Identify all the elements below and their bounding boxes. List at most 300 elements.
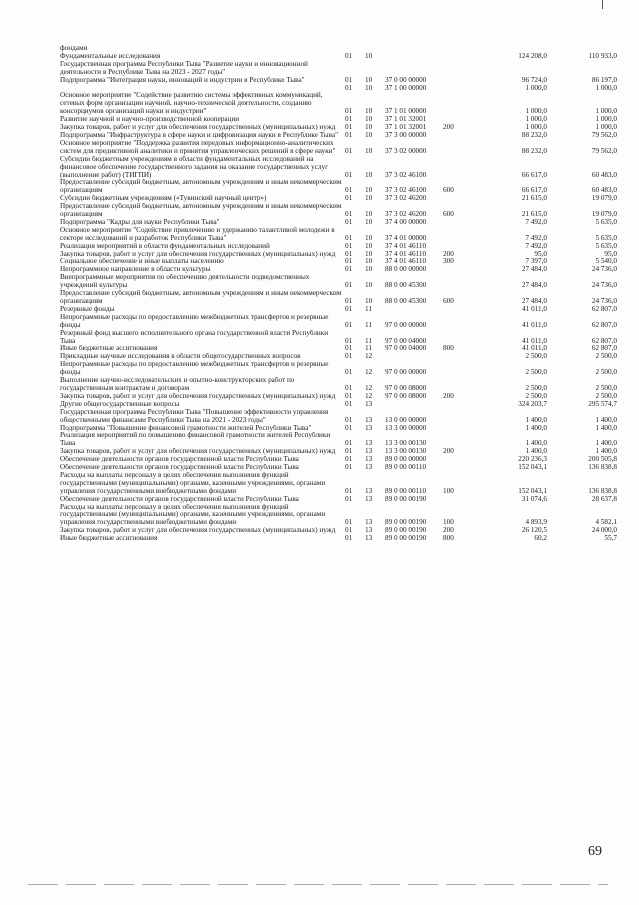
- table-row: [60, 219, 617, 227]
- amount-year-1: [476, 45, 547, 53]
- item-name: Государственная программа Республики Тыва "Повышение эффективности управления общественными финансами Республики Тыва на 2021 - 2023 годы": [60, 408, 329, 424]
- section-code: 01: [345, 305, 353, 313]
- section-code: 01: [345, 76, 353, 84]
- amount-year-2: 5 635,0: [595, 233, 617, 242]
- subsection-code: 10: [365, 116, 373, 124]
- target-article-code: 37 3 02 00000: [385, 146, 427, 155]
- amount-year-2: 1 000,0: [595, 107, 617, 116]
- table-row: [60, 92, 617, 116]
- amount-year-2: 24 000,0: [591, 527, 617, 535]
- item-name: Предоставление субсидий бюджетным, автономным учреждениям и иным некоммерческим организациям: [60, 290, 342, 305]
- section-code: 01: [345, 195, 353, 203]
- amount-year-1: 21 615,0: [521, 195, 547, 203]
- amount-year-1: 2 500,0: [525, 392, 547, 400]
- subsection-code: 10: [365, 195, 373, 203]
- amount-year-1: 95,0: [534, 250, 547, 258]
- amount-year-2: 2 500,0: [595, 353, 617, 361]
- table-body: [60, 45, 617, 543]
- expense-type-code: [443, 227, 476, 243]
- subsection-code: 10: [365, 258, 373, 266]
- amount-year-1: 1 000,0: [525, 107, 547, 116]
- section-code: 01: [345, 281, 353, 290]
- section-code: 01: [345, 424, 353, 432]
- amount-year-1: 27 484,0: [521, 297, 547, 305]
- amount-year-1: 1 400,0: [525, 439, 547, 448]
- section-code: 01: [345, 84, 353, 92]
- table-row: [60, 330, 617, 346]
- scan-edge-line: [28, 884, 608, 885]
- amount-year-1: 21 615,0: [521, 210, 547, 219]
- amount-year-2: 19 079,0: [591, 210, 617, 219]
- target-article-code: 88 0 00 45300: [385, 297, 427, 305]
- expense-type-code: [443, 92, 476, 116]
- amount-year-2: 1 000,0: [595, 124, 617, 132]
- subsection-code: 13: [365, 495, 373, 503]
- amount-year-1: 124 208,0: [518, 52, 547, 60]
- amount-year-2: 295 574,7: [588, 400, 617, 408]
- amount-year-1: 88 232,0: [521, 146, 547, 155]
- subsection-code: 11: [365, 305, 372, 313]
- expense-type-code: 100: [443, 518, 454, 527]
- subsection-code: 13: [365, 439, 373, 448]
- amount-year-1: 96 724,0: [521, 76, 547, 84]
- expense-type-code: [443, 77, 476, 85]
- amount-year-2: 1 400,0: [595, 439, 617, 448]
- expense-type-code: [443, 85, 476, 93]
- target-article-code: 89 0 00 00000: [385, 456, 427, 464]
- expense-type-code: [443, 361, 476, 377]
- section-code: 01: [345, 345, 353, 353]
- item-name: Непрограммные расходы по предоставлению межбюджетных трансфертов и резервные фонды: [60, 361, 329, 377]
- section-code: 01: [345, 400, 353, 408]
- section-code: 01: [345, 383, 353, 392]
- amount-year-1: 41 011,0: [522, 345, 547, 353]
- target-article-code: 97 0 00 04000: [385, 336, 427, 345]
- expense-type-code: [443, 496, 476, 504]
- item-name: Обеспечение деятельности органов государственной власти Республики Тыва: [60, 495, 299, 503]
- table-row: [60, 227, 617, 243]
- amount-year-1: 26 120,5: [521, 527, 547, 535]
- section-code: 01: [345, 486, 353, 495]
- table-row: [60, 179, 617, 195]
- amount-year-2: 5 635,0: [595, 218, 617, 226]
- subsection-code: 10: [365, 146, 373, 155]
- amount-year-1: 1 000,0: [525, 124, 547, 132]
- target-article-code: 13 3 00 00130: [385, 439, 427, 448]
- amount-year-1: 88 232,0: [521, 131, 547, 139]
- amount-year-1: 1 400,0: [525, 448, 547, 456]
- section-code: 01: [345, 353, 353, 361]
- table-row: [60, 425, 617, 433]
- amount-year-1: 324 203,7: [518, 400, 547, 408]
- target-article-code: 37 1 01 32001: [385, 116, 427, 124]
- item-name: Субсидии бюджетным учреждениям («Тувинский научный центр»): [60, 195, 267, 203]
- item-name: Непрограммное направление в области культуры: [60, 266, 211, 274]
- table-row: [60, 45, 617, 53]
- expense-type-code: [443, 266, 476, 274]
- amount-year-2: 2 500,0: [595, 392, 617, 400]
- item-name: Расходы на выплаты персоналу в целях обеспечения выполнения функций государственными (муниципальными) органами, казенными учреждениями, органами управления государственными внебюджетными фондами: [60, 471, 326, 495]
- section-code: 01: [345, 464, 353, 472]
- item-name: Иные бюджетные ассигнования: [60, 345, 158, 353]
- amount-year-1: 2 500,0: [525, 353, 547, 361]
- amount-year-1: 66 617,0: [521, 186, 547, 195]
- target-article-code: 97 0 00 00000: [385, 320, 427, 329]
- table-row: [60, 464, 617, 472]
- section-code: 01: [345, 266, 353, 274]
- target-article-code: [385, 401, 443, 409]
- amount-year-2: 95,0: [604, 250, 617, 258]
- table-row: [60, 314, 617, 330]
- table-row: [60, 195, 617, 203]
- item-name: Основное мероприятие "Содействие развитию системы эффективных коммуникаций, сетевых форм организации научной, научно-технической деятельности, созданию консорциумов организаций науки и индустрии": [60, 92, 323, 116]
- item-name: [60, 85, 345, 93]
- target-article-code: 97 0 00 08000: [385, 392, 427, 400]
- amount-year-1: 4 893,9: [525, 518, 547, 527]
- amount-year-1: 7 397,0: [525, 258, 547, 266]
- amount-year-2: 136 838,8: [588, 486, 617, 495]
- section-code: [345, 61, 365, 77]
- amount-year-1: 1 000,0: [525, 84, 547, 92]
- table-row: [60, 77, 617, 85]
- expense-type-code: 200: [443, 527, 454, 535]
- section-code: 01: [345, 233, 353, 242]
- subsection-code: 10: [365, 186, 373, 195]
- amount-year-2: [547, 45, 617, 53]
- table-row: [60, 124, 617, 132]
- expense-type-code: [443, 425, 476, 433]
- subsection-code: 10: [365, 281, 373, 290]
- expense-type-code: 800: [443, 535, 454, 543]
- table-row: [60, 266, 617, 274]
- target-article-code: 13 3 00 00130: [385, 448, 427, 456]
- section-code: 01: [345, 518, 353, 527]
- expense-type-code: [443, 132, 476, 140]
- item-name: Субсидии бюджетным учреждениям в области фундаментальных исследований на финансовое обеспечение государственного задания на оказание государственных услуг (выполнение работ) (ТИГПИ): [60, 155, 329, 179]
- amount-year-2: 1 400,0: [595, 448, 617, 456]
- target-article-code: 37 4 01 46110: [385, 242, 427, 250]
- target-article-code: 37 4 01 46110: [385, 258, 427, 266]
- expense-type-code: [443, 377, 476, 393]
- table-row: [60, 306, 617, 314]
- target-article-code: 88 0 00 00000: [385, 266, 427, 274]
- section-code: 01: [345, 415, 353, 424]
- table-row: [60, 140, 617, 156]
- section-code: 01: [345, 439, 353, 448]
- amount-year-2: 79 562,0: [591, 131, 617, 139]
- section-code: 01: [345, 320, 353, 329]
- amount-year-2: 200 505,8: [588, 456, 617, 464]
- item-name: Подпрограмма "Интеграция науки, инноваций и индустрии в Республике Тыва": [60, 76, 305, 84]
- item-name: Иные бюджетные ассигнования: [60, 535, 158, 543]
- target-article-code: 89 0 00 00110: [385, 464, 427, 472]
- section-code: 01: [345, 258, 353, 266]
- subsection-code: 13: [365, 464, 373, 472]
- subsection-code: 10: [365, 131, 373, 139]
- expense-type-code: 200: [443, 250, 454, 258]
- target-article-code: 89 0 00 00190: [385, 495, 427, 503]
- target-article-code: 89 0 00 00190: [385, 535, 427, 543]
- expense-type-code: [443, 432, 476, 448]
- subsection-code: 10: [365, 233, 373, 242]
- amount-year-2: 86 197,0: [591, 76, 617, 84]
- item-name: Государственная программа Республики Тыва "Развитие науки и инновационной деятельности в Республике Тыва на 2023 - 2027 годы": [60, 60, 308, 76]
- target-article-code: 37 0 00 00000: [385, 76, 427, 84]
- table-row: [60, 377, 617, 393]
- target-article-code: [385, 53, 443, 61]
- table-row: [60, 456, 617, 464]
- expense-type-code: 200: [443, 124, 454, 132]
- item-name: Другие общегосударственные вопросы: [60, 400, 180, 408]
- subsection-code: 10: [365, 242, 373, 250]
- table-row: [60, 527, 617, 535]
- amount-year-1: 152 043,1: [518, 464, 547, 472]
- table-row: [60, 274, 617, 290]
- expense-type-code: 800: [443, 345, 454, 353]
- amount-year-2: 110 933,0: [588, 52, 617, 60]
- subsection-code: 10: [365, 76, 373, 84]
- subsection-code: 10: [365, 84, 373, 92]
- amount-year-2: 62 807,0: [591, 336, 617, 345]
- item-name: Закупка товаров, работ и услуг для обеспечения государственных (муниципальных) нужд: [60, 527, 336, 535]
- amount-year-1: 41 011,0: [522, 336, 547, 345]
- amount-year-2: 24 736,0: [591, 266, 617, 274]
- amount-year-1: 7 492,0: [525, 242, 547, 250]
- target-article-code: 13 0 00 00000: [385, 415, 427, 424]
- table-row: [60, 61, 617, 77]
- table-row: [60, 353, 617, 361]
- expense-type-code: [443, 61, 476, 77]
- subsection-code: 11: [365, 336, 372, 345]
- target-article-code: [385, 353, 443, 361]
- budget-allocation-table: [60, 45, 617, 543]
- item-name: Предоставление субсидий бюджетным, автономным учреждениям и иным некоммерческим организациям: [60, 203, 342, 219]
- target-article-code: 37 4 01 46110: [385, 250, 427, 258]
- table-row: [60, 290, 617, 306]
- item-name: Резервные фонды: [60, 305, 115, 313]
- item-name: Социальное обеспечение и иные выплаты населению: [60, 258, 224, 266]
- section-code: 01: [345, 392, 353, 400]
- expense-type-code: [443, 116, 476, 124]
- expense-type-code: 600: [443, 186, 454, 195]
- item-name: Основное мероприятие "Поддержка развития передовых информационно-аналитических систем для предиктивной аналитики и принятия управленческих решений в сфере науки": [60, 139, 336, 155]
- amount-year-1: 1 400,0: [525, 415, 547, 424]
- item-name: Подпрограмма "Повышение финансовой грамотности жителей Республики Тыва": [60, 424, 312, 432]
- item-name: Закупка товаров, работ и услуг для обеспечения государственных (муниципальных) нужд: [60, 448, 336, 456]
- section-code: 01: [345, 242, 353, 250]
- subsection-code: 10: [365, 210, 373, 219]
- amount-year-2: 1 000,0: [595, 116, 617, 124]
- table-row: [60, 251, 617, 259]
- subsection-code: 11: [365, 345, 372, 353]
- amount-year-1: 1 000,0: [525, 116, 547, 124]
- target-article-code: [385, 306, 443, 314]
- amount-year-2: 55,7: [604, 535, 617, 543]
- subsection-code: [365, 45, 385, 53]
- expense-type-code: 100: [443, 486, 454, 495]
- subsection-code: 13: [365, 415, 373, 424]
- table-row: [60, 448, 617, 456]
- amount-year-1: 220 236,3: [518, 456, 547, 464]
- table-row: [60, 401, 617, 409]
- page-number: 69: [588, 844, 602, 859]
- amount-year-2: [547, 61, 617, 77]
- subsection-code: 10: [365, 266, 373, 274]
- table-row: [60, 116, 617, 124]
- subsection-code: 13: [365, 518, 373, 527]
- subsection-code: 12: [365, 383, 373, 392]
- section-code: 01: [345, 186, 353, 195]
- expense-type-code: 600: [443, 297, 454, 305]
- table-row: [60, 345, 617, 353]
- amount-year-1: 66 617,0: [521, 170, 547, 179]
- amount-year-1: 2 500,0: [525, 368, 547, 377]
- amount-year-2: 5 540,0: [595, 258, 617, 266]
- item-name: Основное мероприятие "Содействие привлечению и удержанию талантливой молодежи в секторе исследований и разработок Республики Тыва": [60, 226, 335, 242]
- section-code: 01: [345, 250, 353, 258]
- amount-year-2: 5 635,0: [595, 242, 617, 250]
- expense-type-code: 200: [443, 392, 454, 400]
- amount-year-1: 41 011,0: [522, 305, 547, 313]
- table-row: [60, 243, 617, 251]
- amount-year-1: 7 492,0: [525, 233, 547, 242]
- subsection-code: 10: [365, 170, 373, 179]
- item-name: Расходы на выплаты персоналу в целях обеспечения выполнения функций государственными (муниципальными) органами, казенными учреждениями, органами управления государственными внебюджетными фондами: [60, 503, 326, 527]
- amount-year-2: 19 079,0: [591, 195, 617, 203]
- amount-year-1: 31 074,6: [521, 495, 547, 503]
- subsection-code: 10: [365, 218, 373, 226]
- subsection-code: 10: [365, 107, 373, 116]
- expense-type-code: [443, 140, 476, 156]
- target-article-code: 37 3 00 00000: [385, 131, 427, 139]
- table-row: [60, 409, 617, 425]
- table-row: [60, 85, 617, 93]
- section-code: 01: [345, 210, 353, 219]
- item-name: Подпрограмма "Кадры для науки Республики Тыва": [60, 218, 220, 226]
- expense-type-code: [443, 156, 476, 180]
- amount-year-2: 1 000,0: [595, 84, 617, 92]
- expense-type-code: [443, 314, 476, 330]
- table-row: [60, 504, 617, 528]
- subsection-code: 10: [365, 52, 373, 60]
- expense-type-code: 300: [443, 258, 454, 266]
- amount-year-2: 24 736,0: [591, 281, 617, 290]
- subsection-code: 12: [365, 353, 373, 361]
- expense-type-code: [443, 53, 476, 61]
- amount-year-1: 2 500,0: [525, 383, 547, 392]
- table-row: [60, 496, 617, 504]
- amount-year-2: 62 807,0: [591, 345, 617, 353]
- amount-year-1: [476, 61, 547, 77]
- target-article-code: 89 0 00 00110: [385, 486, 427, 495]
- target-article-code: 37 3 02 46100: [385, 186, 427, 195]
- target-article-code: 37 1 01 00000: [385, 107, 427, 116]
- item-name: Выполнение научно-исследовательских и опытно-конструкторских работ по государственным контрактам и договорам: [60, 377, 295, 392]
- section-code: 01: [345, 218, 353, 226]
- subsection-code: 13: [365, 527, 373, 535]
- section-code: 01: [345, 52, 353, 60]
- target-article-code: 37 3 02 46200: [385, 195, 427, 203]
- subsection-code: 13: [365, 486, 373, 495]
- section-code: 01: [345, 448, 353, 456]
- target-article-code: 13 3 00 00000: [385, 424, 427, 432]
- amount-year-1: 1 400,0: [525, 424, 547, 432]
- subsection-code: [365, 61, 385, 77]
- section-code: [345, 45, 365, 53]
- subsection-code: 10: [365, 297, 373, 305]
- amount-year-2: 2 500,0: [595, 368, 617, 377]
- section-code: 01: [345, 527, 353, 535]
- subsection-code: 13: [365, 424, 373, 432]
- subsection-code: 10: [365, 124, 373, 132]
- expense-type-code: [443, 274, 476, 290]
- item-name: Закупка товаров, работ и услуг для обеспечения государственных (муниципальных) нужд: [60, 392, 336, 400]
- amount-year-2: 2 500,0: [595, 383, 617, 392]
- item-name: Предоставление субсидий бюджетным, автономным учреждениям и иным некоммерческим организациям: [60, 179, 342, 195]
- amount-year-2: 60 483,0: [591, 186, 617, 195]
- amount-year-2: 28 637,8: [591, 495, 617, 503]
- subsection-code: 12: [365, 392, 373, 400]
- subsection-code: 11: [365, 320, 372, 329]
- expense-type-code: [443, 306, 476, 314]
- amount-year-1: 27 484,0: [521, 266, 547, 274]
- expense-type-code: 600: [443, 210, 454, 219]
- target-article-code: [385, 61, 443, 77]
- scan-corner-mark: [602, 0, 603, 9]
- amount-year-2: 1 400,0: [595, 424, 617, 432]
- expense-type-code: [443, 219, 476, 227]
- amount-year-1: 27 484,0: [521, 281, 547, 290]
- amount-year-2: 60 483,0: [591, 170, 617, 179]
- item-name: Закупка товаров, работ и услуг для обеспечения государственных (муниципальных) нужд: [60, 250, 336, 258]
- target-article-code: 37 4 01 00000: [385, 233, 427, 242]
- table-row: [60, 361, 617, 377]
- section-code: 01: [345, 146, 353, 155]
- item-name: фондами: [60, 45, 88, 52]
- item-name: Развитие научной и научно-производственной кооперации: [60, 116, 240, 124]
- amount-year-2: 136 838,8: [588, 464, 617, 472]
- target-article-code: 89 0 00 00190: [385, 518, 427, 527]
- table-row: [60, 156, 617, 180]
- expense-type-code: [443, 195, 476, 203]
- expense-type-code: [443, 45, 476, 53]
- subsection-code: 13: [365, 535, 373, 543]
- item-name: Обеспечение деятельности органов государственной власти Республики Тыва: [60, 464, 299, 472]
- target-article-code: 37 3 02 46100: [385, 170, 427, 179]
- section-code: 01: [345, 535, 353, 543]
- subsection-code: 10: [365, 250, 373, 258]
- amount-year-2: 79 562,0: [591, 146, 617, 155]
- target-article-code: 37 3 02 46200: [385, 210, 427, 219]
- section-code: 01: [345, 131, 353, 139]
- amount-year-1: 60,2: [534, 535, 547, 543]
- section-code: 01: [345, 297, 353, 305]
- section-code: 01: [345, 336, 353, 345]
- table-row: [60, 132, 617, 140]
- expense-type-code: [443, 409, 476, 425]
- section-code: 01: [345, 107, 353, 116]
- table-row: [60, 258, 617, 266]
- item-name: Реализация мероприятий в области фундаментальных исследований: [60, 242, 270, 250]
- target-article-code: 37 1 00 00000: [385, 84, 427, 92]
- expense-type-code: [443, 456, 476, 464]
- table-row: [60, 53, 617, 61]
- target-article-code: 37 1 01 32001: [385, 124, 427, 132]
- expense-type-code: [443, 353, 476, 361]
- item-name: Подпрограмма "Инфраструктура в сфере науки и цифровизация науки в Республике Тыва": [60, 131, 339, 139]
- target-article-code: 37 4 00 00000: [385, 218, 427, 226]
- amount-year-2: 24 736,0: [591, 297, 617, 305]
